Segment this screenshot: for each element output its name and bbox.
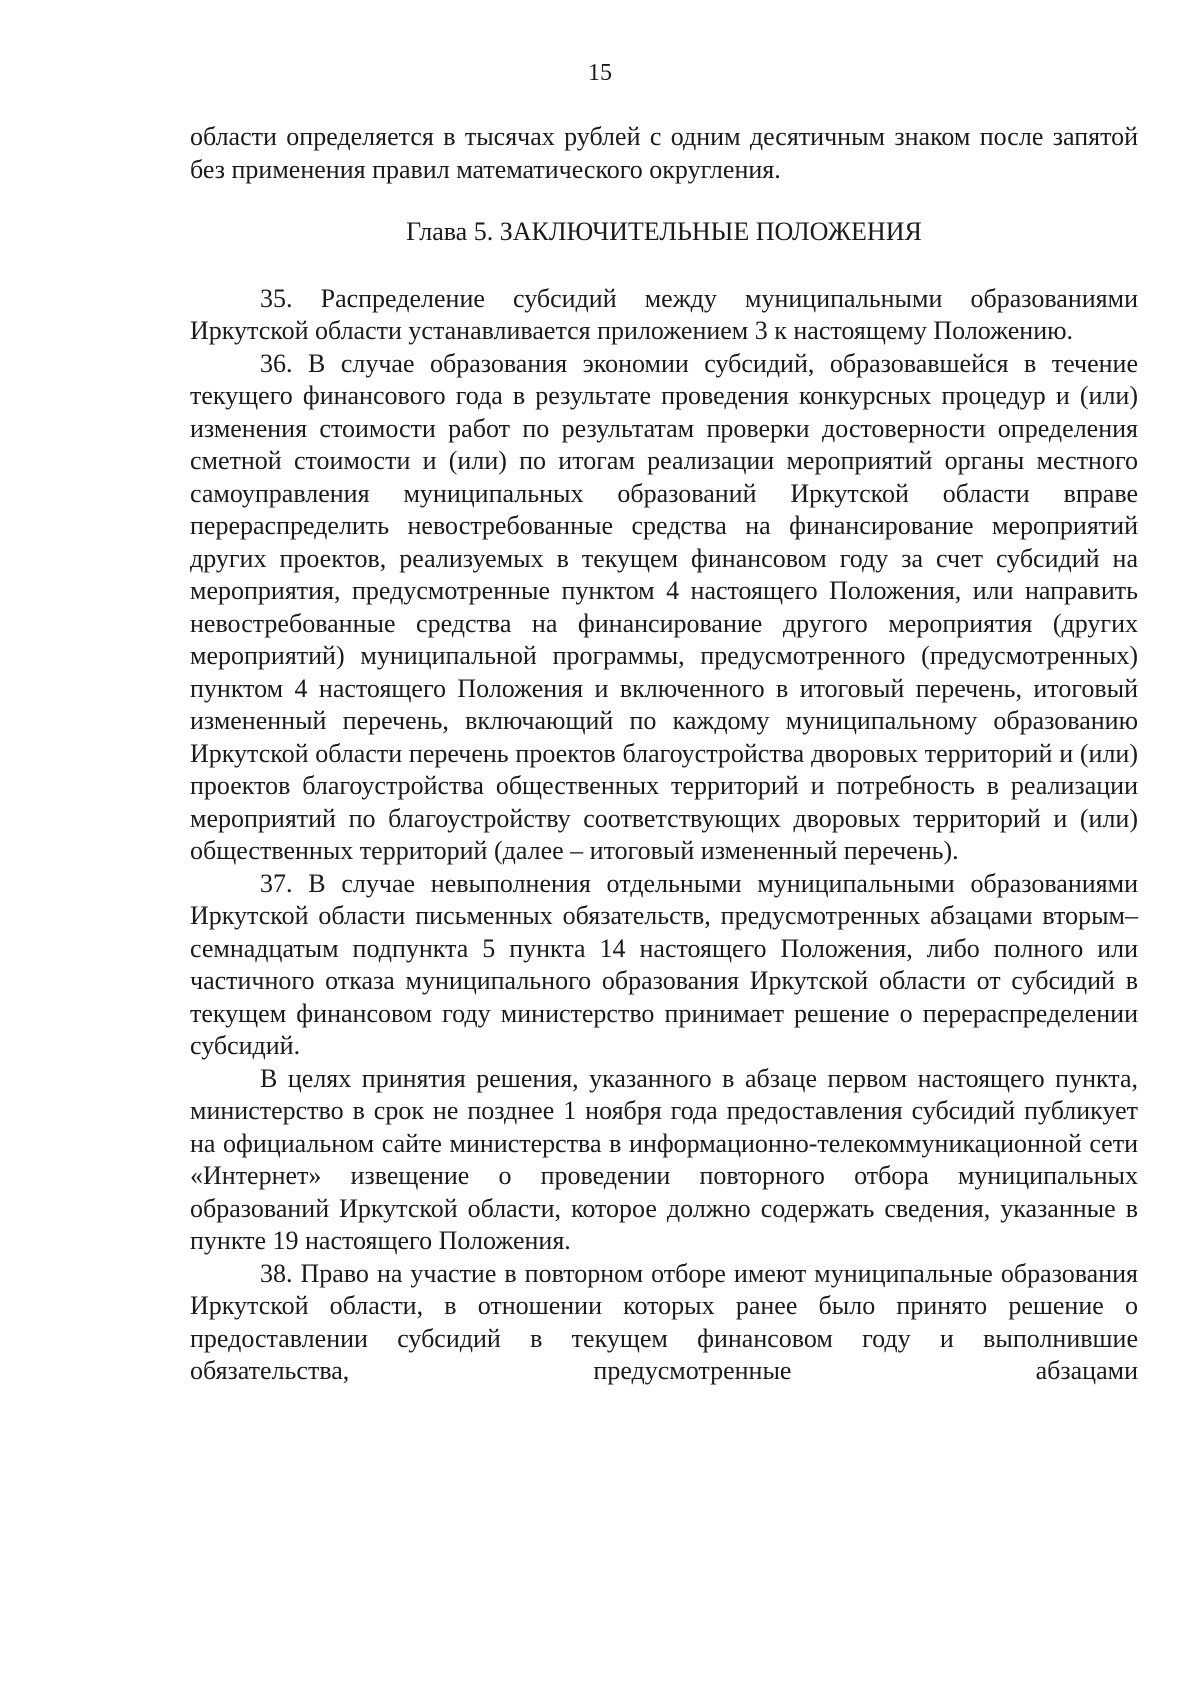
paragraph-37: 37. В случае невыполнения отдельными муниципальными образованиями Иркутской области письменных обязательств, предусмотренных абзацами вторым– семнадцатым подпункта 5 пункта 14 настоящего Положения, либо полного или частичного отказа муниципального образования Иркутской области от субсидий в текущем финансовом году министерство принимает решение о перераспределении субсидий. — [190, 868, 1138, 1060]
chapter-heading: Глава 5. ЗАКЛЮЧИТЕЛЬНЫЕ ПОЛОЖЕНИЯ — [406, 217, 922, 246]
paragraph-36: 36. В случае образования экономии субсидий, образовавшейся в течение текущего финансового года в результате проведения конкурсных процедур и (или) изменения стоимости работ по результатам проверки достоверности определения сметной стоимости и (или) по итогам реализации мероприятий органы местного самоуправления муниципальных образований Иркутской области вправе перераспределить невостребованные средства на финансирование мероприятий других проектов, реализуемых в текущем финансовом году за счет субсидий на мероприятия, предусмотренные пунктом 4 настоящего Положения, или направить невостребованные средства на финансирование другого мероприятия (других мероприятий) муниципальной программы, предусмотренного (предусмотренных) пунктом 4 настоящего Положения и включенного в итоговый перечень, итоговый измененный перечень, включающий по каждому муниципальному образованию Иркутской области перечень проектов благоустройства дворовых территорий и (или) проектов благоустройства общественных территорий и потребность в реализации мероприятий по благоустройству соответствующих дворовых территорий и (или) общественных территорий (далее – итоговый измененный перечень). — [190, 348, 1138, 865]
paragraph-38: 38. Право на участие в повторном отборе имеют муниципальные образования Иркутской области, в отношении которых ранее было принято решение о предоставлении субсидий в текущем финансовом году и выполнившие обязательства, предусмотренные абзацами — [190, 1258, 1138, 1385]
paragraph-continuation: области определяется в тысячах рублей с одним десятичным знаком после запятой без применения правил математического округления. — [190, 122, 1138, 184]
paragraph-37-second: В целях принятия решения, указанного в абзаце первом настоящего пункта, министерство в срок не позднее 1 ноября года предоставления субсидий публикует на официальном сайте министерства в информационно-телекоммуникационной сети «Интернет» извещение о проведении повторного отбора муниципальных образований Иркутской области, которое должно содержать сведения, указанные в пункте 19 настоящего Положения. — [190, 1063, 1138, 1255]
page-number: 15 — [588, 60, 612, 86]
paragraph-35: 35. Распределение субсидий между муниципальными образованиями Иркутской области устанавливается приложением 3 к настоящему Положению. — [190, 283, 1138, 345]
document-body — [190, 121, 1138, 1388]
